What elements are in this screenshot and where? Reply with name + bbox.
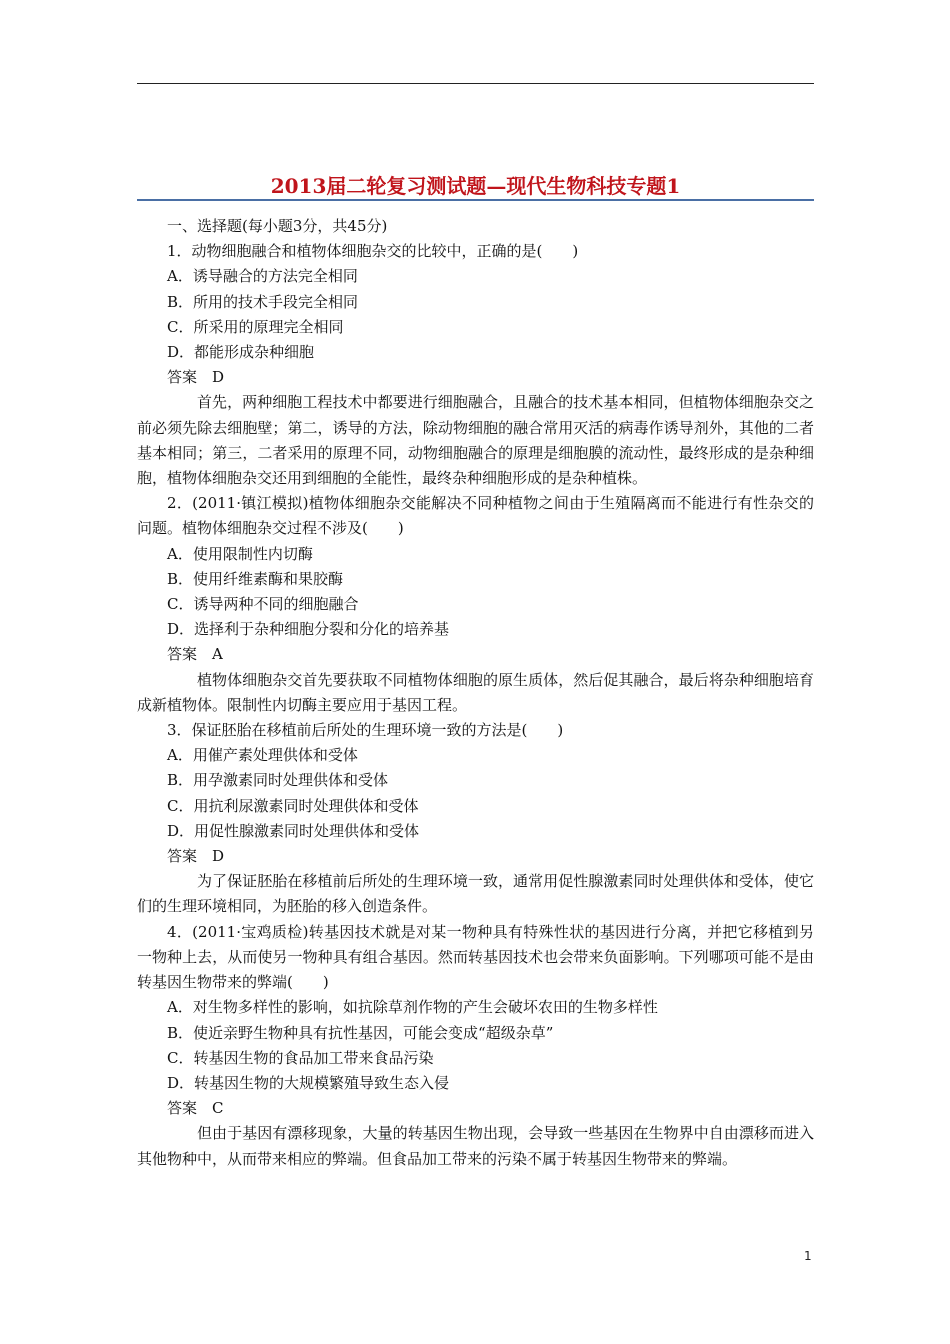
- title-underline: [137, 199, 814, 201]
- question-2-stem: 2．(2011·镇江模拟)植物体细胞杂交能解决不同种植物之间由于生殖隔离而不能进行有性杂交的问题。植物体细胞杂交过程不涉及( ): [137, 494, 814, 538]
- question-1-option-a: A．诱导融合的方法完全相同: [167, 267, 358, 286]
- question-4-option-b: B．使近亲野生物种具有抗性基因，可能会变成“超级杂草”: [167, 1023, 554, 1042]
- question-3-option-d: D．用促性腺激素同时处理供体和受体: [167, 821, 420, 840]
- question-3-option-c: C．用抗利尿激素同时处理供体和受体: [167, 796, 419, 815]
- question-4-answer: 答案 C: [167, 1099, 224, 1118]
- page-number: 1: [804, 1249, 812, 1263]
- question-4-option-a: A．对生物多样性的影响，如抗除草剂作物的产生会破坏农田的生物多样性: [167, 998, 658, 1017]
- question-3-explanation: 为了保证胚胎在移植前后所处的生理环境一致，通常用促性腺激素同时处理供体和受体，使它们的生理环境相同，为胚胎的移入创造条件。: [137, 872, 814, 916]
- question-4-option-d: D．转基因生物的大规模繁殖导致生态入侵: [167, 1073, 450, 1092]
- question-2-option-c: C．诱导两种不同的细胞融合: [167, 595, 359, 614]
- question-2-option-d: D．选择利于杂种细胞分裂和分化的培养基: [167, 620, 450, 639]
- question-3-stem: 3．保证胚胎在移植前后所处的生理环境一致的方法是( ): [167, 721, 564, 740]
- question-2-answer: 答案 A: [167, 645, 223, 664]
- question-4-stem: 4．(2011·宝鸡质检)转基因技术就是对某一物种具有特殊性状的基因进行分离，并把它移植到另一物种上去，从而使另一物种具有组合基因。然而转基因技术也会带来负面影响。下列哪项可能不是由转基因生物带来的弊端( ): [137, 922, 814, 992]
- question-1-option-c: C．所采用的原理完全相同: [167, 317, 344, 336]
- document-title: 2013届二轮复习测试题—现代生物科技专题1: [270, 174, 681, 198]
- question-4-option-c: C．转基因生物的食品加工带来食品污染: [167, 1048, 434, 1067]
- question-1-option-d: D．都能形成杂种细胞: [167, 343, 315, 362]
- question-4-explanation: 但由于基因有漂移现象，大量的转基因生物出现，会导致一些基因在生物界中自由漂移而进入其他物种中，从而带来相应的弊端。但食品加工带来的污染不属于转基因生物带来的弊端。: [137, 1124, 814, 1168]
- question-3-option-a: A．用催产素处理供体和受体: [167, 746, 358, 765]
- header-rule: [137, 83, 814, 84]
- question-2-option-a: A．使用限制性内切酶: [167, 544, 313, 563]
- document-body: [137, 214, 814, 1172]
- question-2-explanation: 植物体细胞杂交首先要获取不同植物体细胞的原生质体，然后促其融合，最后将杂种细胞培育成新植物体。限制性内切酶主要应用于基因工程。: [137, 670, 814, 714]
- section-heading: 一、选择题(每小题3分，共45分): [167, 217, 388, 235]
- question-1-answer: 答案 D: [167, 368, 225, 387]
- question-3-option-b: B．用孕激素同时处理供体和受体: [167, 771, 389, 790]
- question-2-option-b: B．使用纤维素酶和果胶酶: [167, 569, 344, 588]
- question-1-option-b: B．所用的技术手段完全相同: [167, 292, 359, 311]
- question-1-explanation: 首先，两种细胞工程技术中都要进行细胞融合，且融合的技术基本相同，但植物体细胞杂交之前必须先除去细胞壁；第二，诱导的方法，除动物细胞的融合常用灭活的病毒作诱导剂外，其他的二者基本相同；第三，二者采用的原理不同，动物细胞融合的原理是细胞膜的流动性，最终形成的是杂种细胞，植物体细胞杂交还用到细胞的全能性，最终杂种细胞形成的是杂种植株。: [137, 393, 814, 488]
- question-1-stem: 1．动物细胞融合和植物体细胞杂交的比较中，正确的是( ): [167, 242, 579, 261]
- question-3-answer: 答案 D: [167, 847, 225, 866]
